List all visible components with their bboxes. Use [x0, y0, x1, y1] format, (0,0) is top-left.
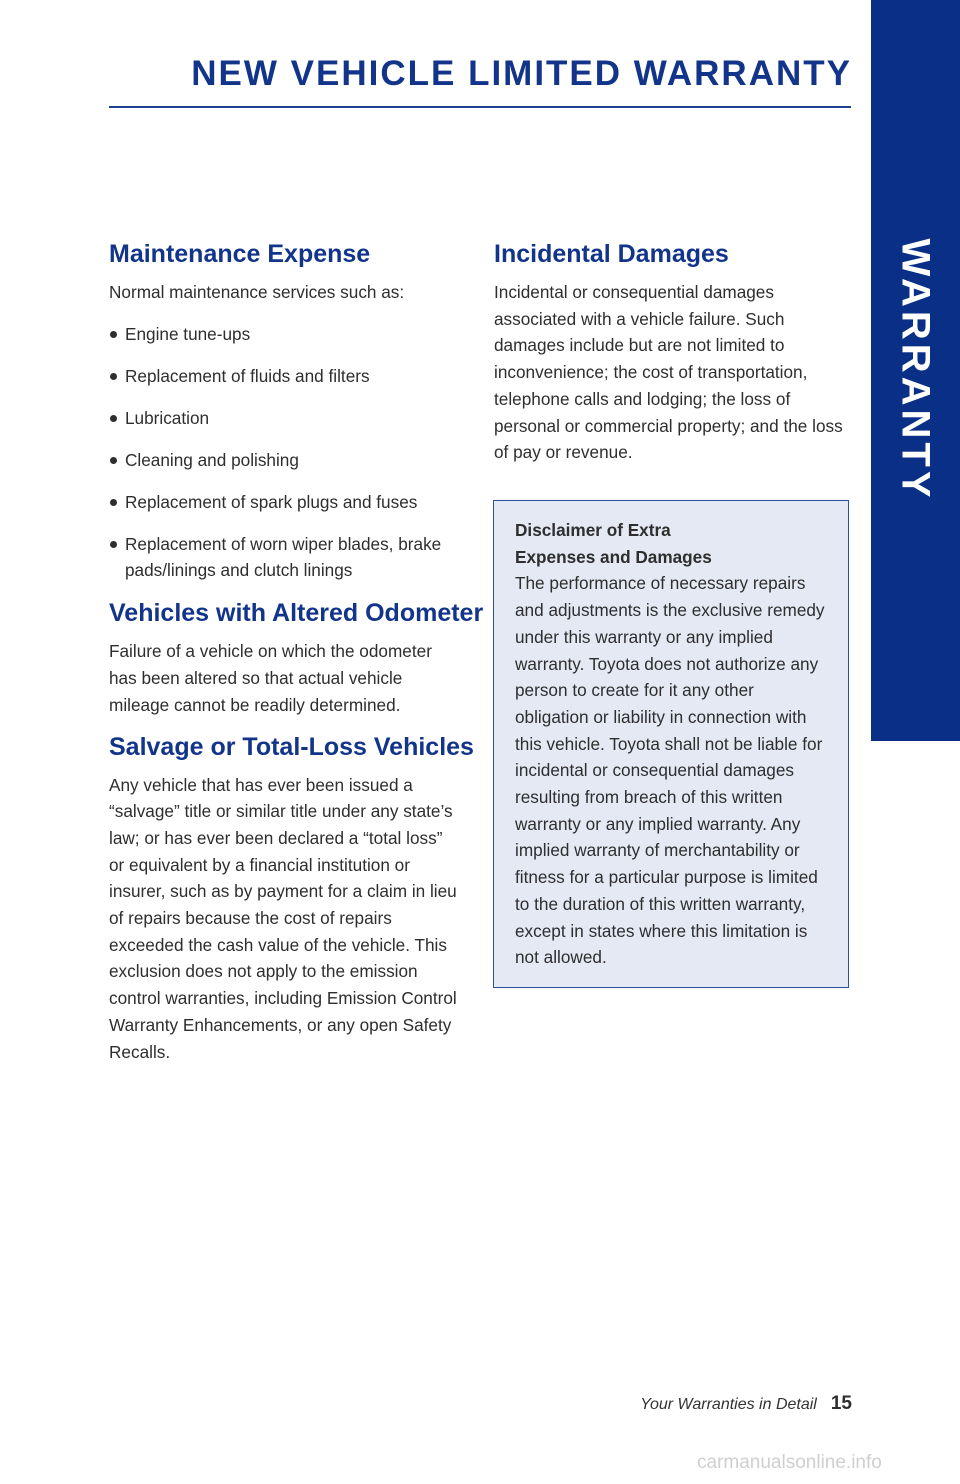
list-item: Cleaning and polishing — [109, 447, 459, 474]
incidental-heading: Incidental Damages — [494, 240, 729, 268]
page-number: 15 — [830, 1393, 852, 1414]
incidental-section — [494, 240, 851, 466]
side-tab-label: WARRANTY — [893, 238, 938, 502]
list-item: Lubrication — [109, 405, 459, 432]
list-item: Replacement of fluids and filters — [109, 363, 459, 390]
odometer-heading: Vehicles with Altered Odometer — [109, 599, 484, 628]
maintenance-list — [109, 321, 459, 584]
odometer-section — [109, 599, 484, 718]
disclaimer-body: The performance of necessary repairs and adjustments is the exclusive remedy under this warranty or any implied warranty. Toyota does not authorize any person to create for it any other obligation or liability in connection with this vehicle. Toyota shall not be liable for incidental or consequential damages resulting from breach of this written warranty or any implied warranty. Any implied warranty of merchantability or fitness for a particular purpose is limited to the duration of this written warranty, except in states where this limitation is not allowed. — [515, 573, 825, 968]
right-column — [494, 240, 851, 466]
page-title: NEW VEHICLE LIMITED WARRANTY — [191, 54, 852, 93]
odometer-body: Failure of a vehicle on which the odometer has been altered so that actual vehicle mileage cannot be readily determined. — [109, 641, 432, 715]
maintenance-section — [109, 240, 459, 584]
title-divider — [109, 106, 851, 108]
page-footer — [640, 1393, 852, 1415]
list-item: Engine tune-ups — [109, 321, 459, 348]
incidental-body: Incidental or consequential damages associated with a vehicle failure. Such damages include but are not limited to inconvenience; the cost of transportation, telephone calls and lodging; the loss of personal or commercial property; and the loss of pay or revenue. — [494, 282, 843, 463]
salvage-body: Any vehicle that has ever been issued a “salvage” title or similar title under any state’s law; or has ever been declared a “total loss” or equivalent by a financial institution or insurer, such as by payment for a claim in lieu of repairs because the cost of repairs exceeded the cash value of the vehicle. This exclusion does not apply to the emission control warranties, including Emission Control Warranty Enhancements, or any open Safety Recalls. — [109, 774, 457, 1062]
maintenance-intro: Normal maintenance services such as: — [109, 282, 405, 302]
left-column — [109, 240, 484, 1079]
salvage-heading: Salvage or Total-Loss Vehicles — [109, 732, 474, 761]
watermark: carmanualsonline.info — [697, 1452, 882, 1473]
maintenance-heading: Maintenance Expense — [109, 240, 371, 268]
salvage-section — [109, 732, 474, 1066]
disclaimer-title: Disclaimer of Extra Expenses and Damages — [515, 520, 712, 567]
side-section-tab — [871, 0, 960, 741]
list-item: Replacement of spark plugs and fuses — [109, 489, 459, 516]
list-item: Replacement of worn wiper blades, brake pads/linings and clutch linings — [109, 531, 459, 584]
disclaimer-box — [493, 500, 849, 988]
footer-section-label: Your Warranties in Detail — [640, 1396, 817, 1413]
